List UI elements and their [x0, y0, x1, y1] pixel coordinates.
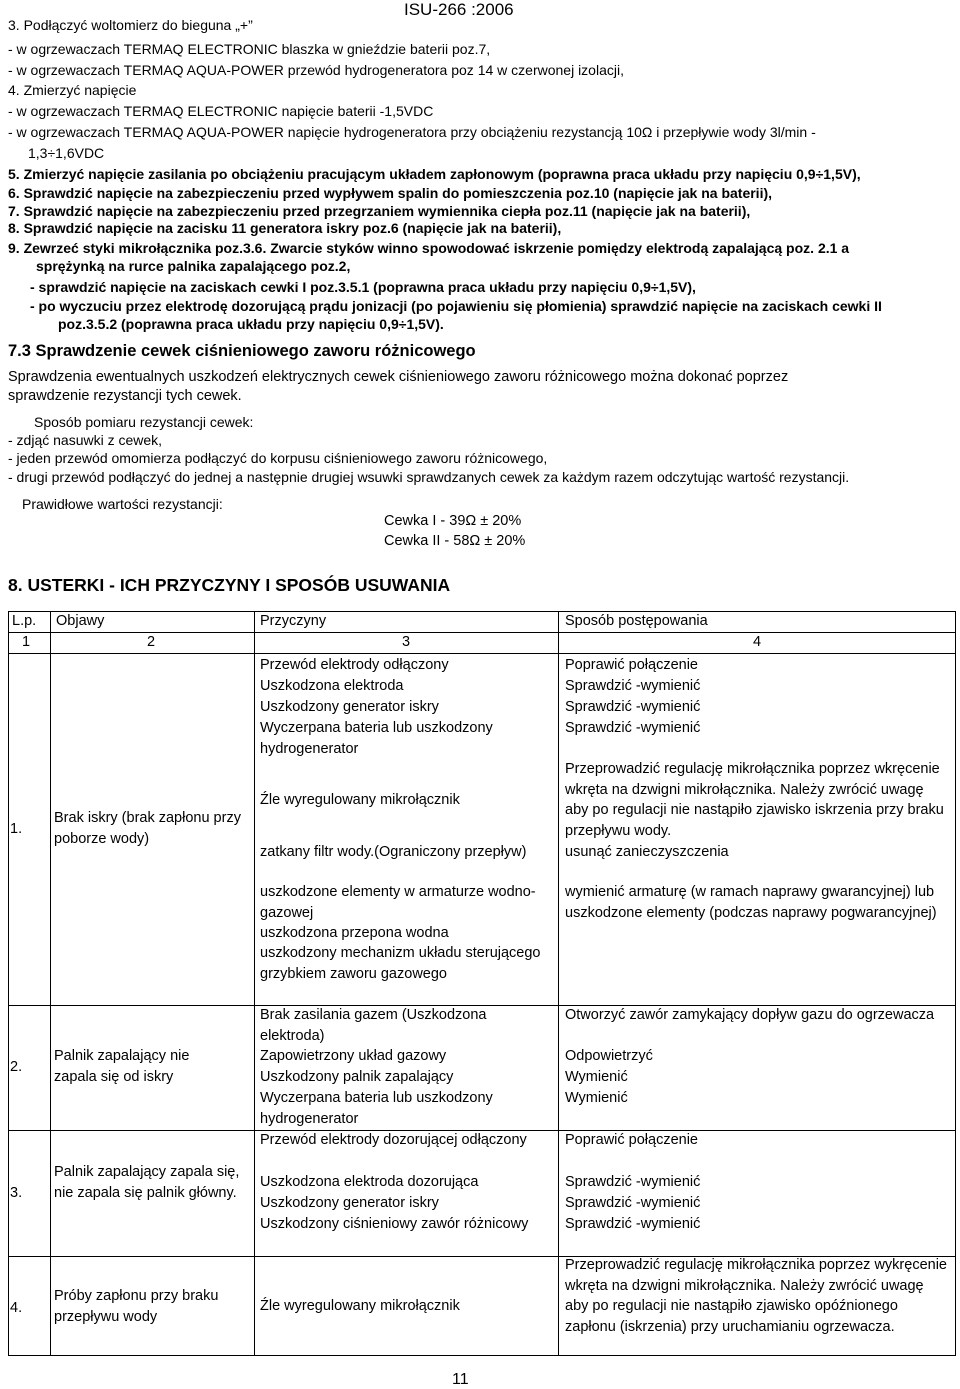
cause: Uszkodzony generator iskry [260, 1195, 439, 1211]
symptom: Palnik zapalający zapala się, nie zapala się palnik główny. [54, 1164, 240, 1201]
cause: Źle wyregulowany mikrołącznik [260, 792, 460, 808]
cause: Źle wyregulowany mikrołącznik [260, 1298, 460, 1314]
cause: Przewód elektrody odłączony [260, 657, 449, 673]
line: - sprawdzić napięcie na zaciskach cewki I poz.3.5.1 (poprawna praca układu przy napięciu 0,9÷1,5V), [30, 279, 696, 295]
row-number: 4. [10, 1300, 23, 1316]
action: Wymienić [565, 1069, 628, 1085]
line: 5. Zmierzyć napięcie zasilania po obciążeniu pracującym układem zapłonowym (poprawna praca układu przy napięciu 0,9÷1,5V), [8, 166, 861, 182]
line: sprężynką na rurce palnika zapalającego poz.2, [36, 258, 351, 274]
action: usunąć zanieczyszczenia [565, 844, 729, 860]
column-number: 3 [402, 634, 411, 650]
action: Przeprowadzić regulację mikrołącznika poprzez wykręcenie wkręta na dzwigni mikrołącznika. Należy zwrócić uwagę aby po regulacji nie nastąpiło zjawisko opóźnionego zapłonu (iskrzenia) przy uruchamianiu ogrzewacza. [565, 1257, 947, 1335]
action: Sprawdzić -wymienić [565, 1195, 701, 1211]
method-title: Sposób pomiaru rezystancji cewek: [34, 414, 254, 430]
line: poz.3.5.2 (poprawna praca układu przy napięciu 0,9÷1,5V). [58, 316, 444, 332]
cause: uszkodzona przepona wodna [260, 925, 449, 941]
action: Poprawić połączenie [565, 1132, 698, 1148]
paragraph: sprawdzenie rezystancji tych cewek. [8, 388, 242, 404]
table-header: Objawy [56, 613, 105, 629]
action: Sprawdzić -wymienić [565, 1216, 701, 1232]
cause: uszkodzony mechanizm układu sterującego grzybkiem zaworu gazowego [260, 945, 541, 982]
cause: Uszkodzony ciśnieniowy zawór różnicowy [260, 1216, 529, 1232]
column-number: 1 [22, 634, 31, 650]
line: 3. Podłączyć woltomierz do bieguna „+” [8, 17, 253, 33]
step: - drugi przewód podłączyć do jednej a następnie drugiej wsuwki sprawdzanych cewek za każdym razem odczytując wartość rezystancji. [8, 469, 850, 485]
cause: Wyczerpana bateria lub uszkodzony hydrogenerator [260, 1090, 493, 1127]
line: 1,3÷1,6VDC [28, 145, 105, 161]
cause: Przewód elektrody dozorującej odłączony [260, 1132, 527, 1148]
action: Otworzyć zawór zamykający dopływ gazu do ogrzewacza [565, 1007, 935, 1023]
action: Odpowietrzyć [565, 1048, 653, 1064]
cause: Uszkodzony generator iskry [260, 699, 439, 715]
paragraph: Sprawdzenia ewentualnych uszkodzeń elektrycznych cewek ciśnieniowego zaworu różnicowego można dokonać poprzez [8, 369, 789, 385]
line: 9. Zewrzeć styki mikrołącznika poz.3.6. Zwarcie styków winno spowodować iskrzenie pomiędzy elektrodą zapalającą poz. 2.1 a [8, 240, 850, 256]
action: Przeprowadzić regulację mikrołącznika poprzez wkręcenie wkręta na dzwigni mikrołącznika. Należy zwrócić uwagę aby po regulacji nie nastąpiło zjawisko iskrzenia przy braku przepływu wody. [565, 761, 944, 839]
symptom: Palnik zapalający nie zapala się od iskry [54, 1048, 190, 1085]
line: - w ogrzewaczach TERMAQ ELECTRONIC napięcie baterii -1,5VDC [8, 103, 434, 119]
line: - po wyczuciu przez elektrodę dozorującą prądu jonizacji (po pojawieniu się płomienia) sprawdzić napięcie na zaciskach cewki II [30, 298, 882, 314]
cause: zatkany filtr wody.(Ograniczony przepływ) [260, 844, 527, 860]
cause: Wyczerpana bateria lub uszkodzony hydrogenerator [260, 720, 493, 757]
line: 8. Sprawdzić napięcie na zacisku 11 generatora iskry poz.6 (napięcie jak na baterii), [8, 220, 562, 236]
line: 7. Sprawdzić napięcie na zabezpieczeniu przed przegrzaniem wymiennika ciepła poz.11 (napięcie jak na baterii), [8, 203, 751, 219]
action: Sprawdzić -wymienić [565, 678, 701, 694]
section-title: 8. USTERKI - ICH PRZYCZYNY I SPOSÓB USUWANIA [8, 575, 451, 595]
line: 4. Zmierzyć napięcie [8, 82, 137, 98]
action: Wymienić [565, 1090, 628, 1106]
section-title: 7.3 Sprawdzenie cewek ciśnieniowego zaworu różnicowego [8, 342, 476, 360]
cause: Uszkodzona elektroda [260, 678, 404, 694]
column-number: 2 [147, 634, 156, 650]
table-header: L.p. [12, 613, 37, 629]
symptom: Próby zapłonu przy braku przepływu wody [54, 1288, 219, 1325]
action: Poprawić połączenie [565, 657, 698, 673]
action: Sprawdzić -wymienić [565, 1174, 701, 1190]
cause: Uszkodzona elektroda dozorująca [260, 1174, 479, 1190]
document-code: ISU-266 :2006 [404, 0, 514, 19]
symptom: Brak iskry (brak zapłonu przy poborze wody) [54, 810, 241, 847]
row-number: 3. [10, 1185, 23, 1201]
table-header: Przyczyny [260, 613, 327, 629]
line: 6. Sprawdzić napięcie na zabezpieczeniu przed wypływem spalin do pomieszczenia poz.10 (napięcie jak na baterii), [8, 185, 773, 201]
row-number: 2. [10, 1059, 23, 1075]
coil-value: Cewka I - 39Ω ± 20% [384, 513, 522, 529]
cause: Zapowietrzony układ gazowy [260, 1048, 447, 1064]
row-number: 1. [10, 821, 23, 837]
action: Sprawdzić -wymienić [565, 699, 701, 715]
step: - jeden przewód omomierza podłączyć do korpusu ciśnieniowego zaworu różnicowego, [8, 450, 548, 466]
coil-value: Cewka II - 58Ω ± 20% [384, 533, 526, 549]
page-number: 11 [452, 1371, 469, 1388]
correct-values-label: Prawidłowe wartości rezystancji: [22, 496, 223, 512]
step: - zdjąć nasuwki z cewek, [8, 432, 163, 448]
cause: uszkodzone elementy w armaturze wodno-gazowej [260, 884, 536, 921]
line: - w ogrzewaczach TERMAQ AQUA-POWER przewód hydrogeneratora poz 14 w czerwonej izolacji, [8, 62, 624, 78]
line: - w ogrzewaczach TERMAQ AQUA-POWER napięcie hydrogeneratora przy obciążeniu rezystancją 10Ω i przepływie wody 3l/min - [8, 124, 816, 140]
column-number: 4 [753, 634, 762, 650]
line: - w ogrzewaczach TERMAQ ELECTRONIC blaszka w gnieździe baterii poz.7, [8, 41, 491, 57]
cause: Brak zasilania gazem (Uszkodzona elektroda) [260, 1007, 487, 1044]
action: Sprawdzić -wymienić [565, 720, 701, 736]
action: wymienić armaturę (w ramach naprawy gwarancyjnej) lub uszkodzone elementy (podczas naprawy pogwarancyjnej) [565, 884, 937, 921]
cause: Uszkodzony palnik zapalający [260, 1069, 454, 1085]
table-header: Sposób postępowania [565, 613, 708, 629]
